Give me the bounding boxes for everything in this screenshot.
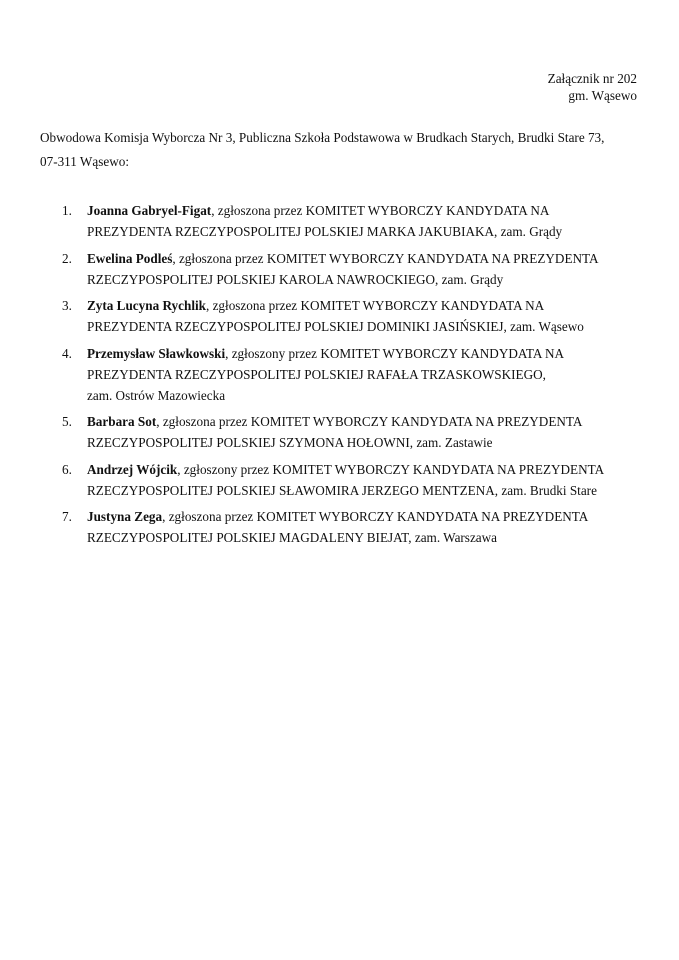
candidate-line-2: RZECZYPOSPOLITEJ POLSKIEJ MAGDALENY BIEJAT, zam. Warszawa bbox=[87, 530, 498, 545]
candidate-name: Justyna Zega bbox=[87, 509, 163, 524]
candidate-name: Zyta Lucyna Rychlik bbox=[87, 298, 206, 313]
list-item bbox=[62, 295, 652, 337]
candidate-line-1: , zgłoszony przez KOMITET WYBORCZY KANDYDATA NA PREZYDENTA bbox=[177, 461, 605, 477]
candidate-list bbox=[62, 200, 652, 554]
candidate-line-2: RZECZYPOSPOLITEJ POLSKIEJ SŁAWOMIRA JERZEGO MENTZENA, zam. Brudki Stare bbox=[87, 482, 597, 498]
candidate-line-2: PREZYDENTA RZECZYPOSPOLITEJ POLSKIEJ RAFAŁA TRZASKOWSKIEGO, bbox=[87, 366, 546, 382]
item-number: 5. bbox=[62, 414, 72, 429]
attachment-header bbox=[548, 70, 637, 104]
candidate-line-2: PREZYDENTA RZECZYPOSPOLITEJ POLSKIEJ DOMINIKI JASIŃSKIEJ, zam. Wąsewo bbox=[87, 319, 584, 334]
item-number: 7. bbox=[62, 509, 72, 524]
candidate-line-1: , zgłoszona przez KOMITET WYBORCZY KANDYDATA NA PREZYDENTA bbox=[156, 414, 583, 429]
candidate-line-1: , zgłoszony przez KOMITET WYBORCZY KANDYDATA NA bbox=[225, 345, 565, 361]
municipality: gm. Wąsewo bbox=[568, 88, 637, 103]
candidate-line-1: , zgłoszona przez KOMITET WYBORCZY KANDYDATA NA bbox=[205, 298, 545, 313]
candidate-line-2: PREZYDENTA RZECZYPOSPOLITEJ POLSKIEJ MARKA JAKUBIAKA, zam. Grądy bbox=[87, 224, 563, 239]
commission-line-1: Obwodowa Komisja Wyborcza Nr 3, Publiczna Szkoła Podstawowa w Brudkach Starych, Brudki Stare 73, bbox=[40, 130, 605, 145]
list-item bbox=[62, 459, 652, 501]
candidate-line-1: , zgłoszona przez KOMITET WYBORCZY KANDYDATA NA PREZYDENTA bbox=[172, 250, 599, 266]
item-number: 4. bbox=[62, 345, 72, 361]
item-number: 2. bbox=[62, 250, 72, 266]
candidate-name: Joanna Gabryel-Figat bbox=[87, 203, 212, 218]
item-number: 1. bbox=[62, 203, 72, 218]
candidate-name: Przemysław Sławkowski bbox=[87, 345, 226, 361]
list-item bbox=[62, 248, 652, 290]
candidate-line-1: , zgłoszona przez KOMITET WYBORCZY KANDYDATA NA PREZYDENTA bbox=[162, 509, 589, 524]
candidate-name: Andrzej Wójcik bbox=[87, 461, 178, 477]
item-number: 3. bbox=[62, 298, 72, 313]
commission-description bbox=[40, 126, 645, 174]
list-item bbox=[62, 506, 652, 548]
candidate-line-2: RZECZYPOSPOLITEJ POLSKIEJ KAROLA NAWROCKIEGO, zam. Grądy bbox=[87, 271, 504, 287]
attachment-number: Załącznik nr 202 bbox=[547, 71, 637, 86]
candidate-line-1: , zgłoszona przez KOMITET WYBORCZY KANDYDATA NA bbox=[211, 203, 550, 218]
candidate-name: Ewelina Podleś bbox=[87, 250, 173, 266]
list-item bbox=[62, 343, 652, 406]
item-number: 6. bbox=[62, 461, 72, 477]
candidate-line-2: RZECZYPOSPOLITEJ POLSKIEJ SZYMONA HOŁOWNI, zam. Zastawie bbox=[87, 435, 493, 450]
candidate-name: Barbara Sot bbox=[87, 414, 157, 429]
candidate-line-3: zam. Ostrów Mazowiecka bbox=[87, 387, 226, 403]
commission-line-2: 07-311 Wąsewo: bbox=[40, 154, 129, 169]
list-item bbox=[62, 411, 652, 453]
list-item bbox=[62, 200, 652, 242]
